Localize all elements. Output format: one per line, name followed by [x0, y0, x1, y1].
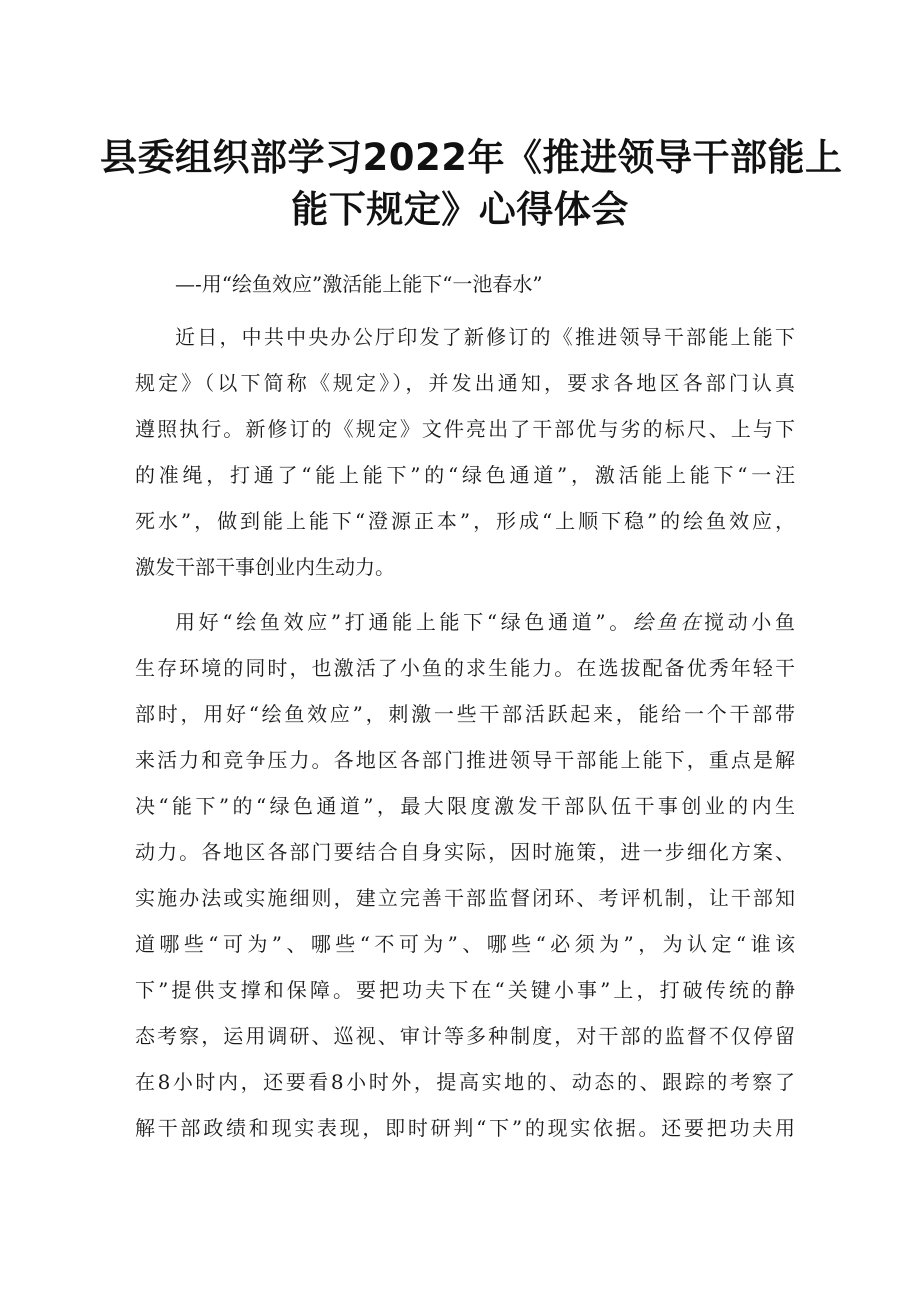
document-subtitle: —-用“绘鱼效应”激活能上能下“一池春水”	[175, 272, 543, 296]
paragraph-1	[135, 314, 795, 590]
paragraph-1-line: 近日，中共中央办公厅印发了新修订的《推进领导干部能上能下	[175, 325, 795, 349]
paragraph-2-italic-text: 绘鱼在	[632, 610, 704, 634]
paragraph-1-line: 遵照执行。新修订的《规定》文件亮出了干部优与劣的标尺、上与下	[135, 417, 795, 441]
paragraph-1-line: 的准绳，打通了“能上能下”的“绿色通道”，激活能上能下“一汪	[135, 463, 795, 487]
title-line-2: 能下规定》心得体会	[291, 188, 629, 231]
paragraph-2-line: 部时，用好“绘鱼效应”，刺激一些干部活跃起来，能给一个干部带	[135, 702, 795, 726]
paragraph-2-line: 来活力和竞争压力。各地区各部门推进领导干部能上能下，重点是解	[135, 748, 795, 772]
paragraph-1-line: 死水”，做到能上能下“澄源正本”，形成“上顺下稳”的绘鱼效应，	[135, 509, 795, 533]
title-line-1: 县委组织部学习2022年《推进领导干部能上	[100, 136, 843, 179]
paragraph-2-line: 生存环境的同时，也激活了小鱼的求生能力。在选拔配备优秀年轻干	[135, 656, 795, 680]
paragraph-2-first-line	[135, 599, 795, 645]
paragraph-2-text: 搅动小鱼	[704, 610, 796, 634]
paragraph-2-line: 实施办法或实施细则，建立完善干部监督闭环、考评机制，让干部知	[135, 886, 795, 910]
paragraph-2-line: 决“能下”的“绿色通道”，最大限度激发干部队伍干事创业的内生	[135, 794, 795, 818]
paragraph-2-line: 动力。各地区各部门要结合自身实际，因时施策，进一步细化方案、	[135, 840, 795, 864]
paragraph-2-line: 下”提供支撑和保障。要把功夫下在“关键小事”上，打破传统的静	[135, 978, 795, 1002]
paragraph-2-line: 在8小时内，还要看8小时外，提高实地的、动态的、跟踪的考察了	[135, 1070, 795, 1094]
paragraph-2-heading-text: 用好“绘鱼效应”打通能上能下“绿色通道”。	[175, 610, 633, 634]
paragraph-1-line: 激发干部干事创业内生动力。	[135, 555, 395, 579]
paragraph-2	[135, 599, 795, 1151]
paragraph-1-line: 规定》（以下简称《规定》），并发出通知，要求各地区各部门认真	[135, 371, 795, 395]
paragraph-2-line: 解干部政绩和现实表现，即时研判“下”的现实依据。还要把功夫用	[135, 1116, 795, 1140]
paragraph-2-line: 道哪些“可为”、哪些“不可为”、哪些“必须为”，为认定“谁该	[135, 932, 795, 956]
document-title	[100, 132, 843, 236]
paragraph-2-line: 态考察，运用调研、巡视、审计等多种制度，对干部的监督不仅停留	[135, 1024, 795, 1048]
